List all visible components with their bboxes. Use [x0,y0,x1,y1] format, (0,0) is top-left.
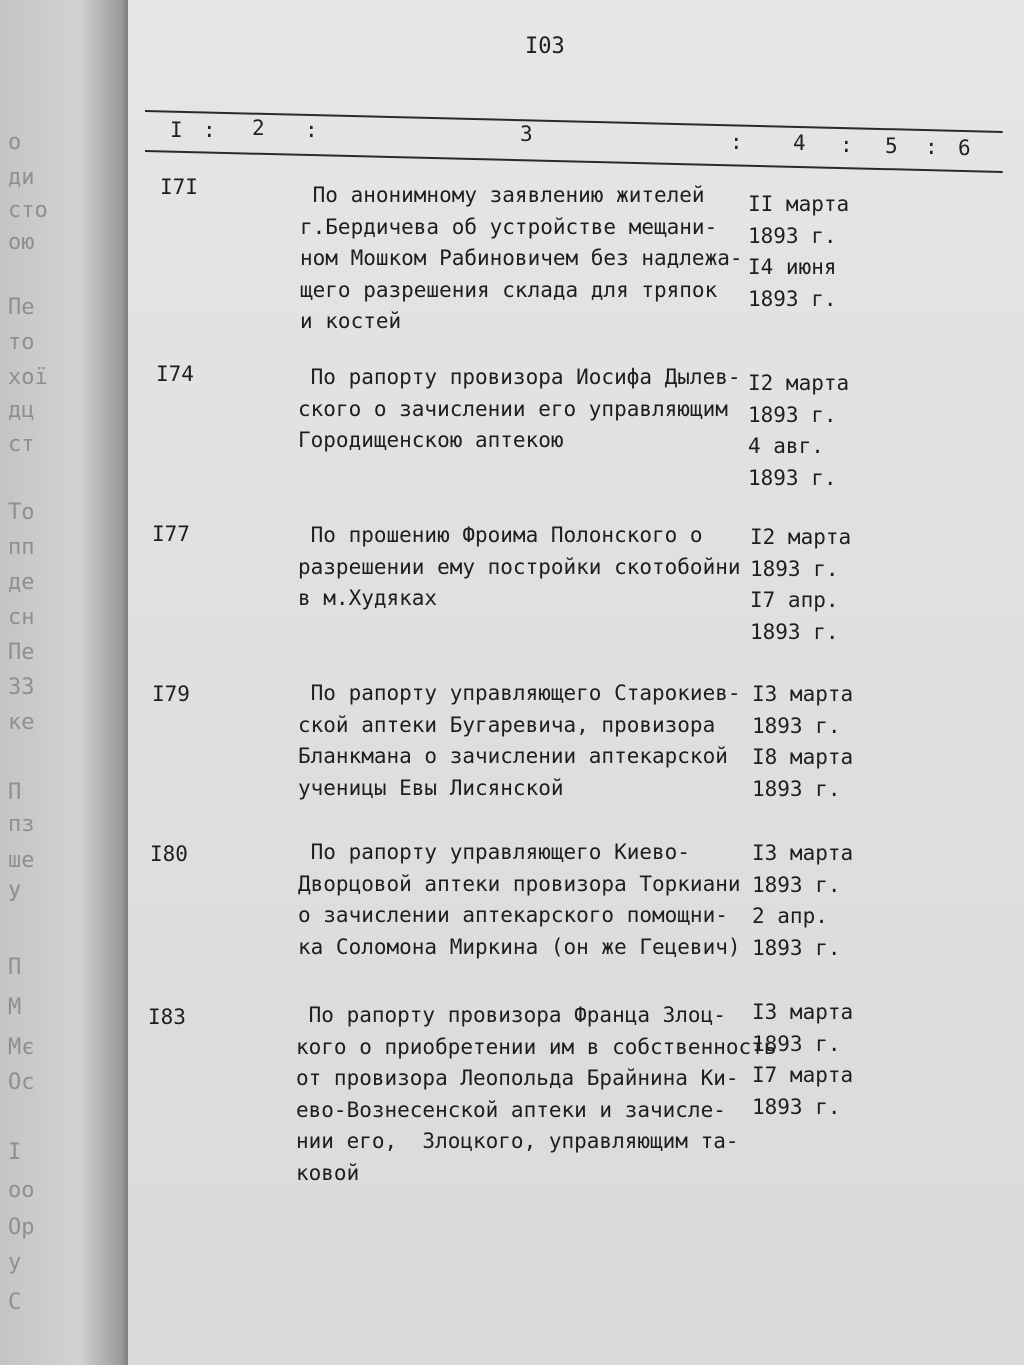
ghost-text: С [8,1290,22,1315]
entry-number: I77 [152,522,190,546]
ghost-text: пз [8,812,35,837]
ghost-text: сто [8,198,48,223]
ghost-text: ЗЗ [8,675,35,700]
ghost-text: П [8,955,22,980]
entry-number: I7I [160,175,198,199]
ghost-text: Пе [8,640,35,665]
entry-number: I79 [152,682,190,706]
entry-date: I2 марта 1893 г. I7 апр. 1893 г. [750,525,852,644]
left-page-edge [0,0,132,1365]
entry-text: По рапорту провизора Франца Злоц- кого о приобретении им в собственность от провизора Леопольда Брайнина Ки- ево-Вознесенской аптеки и зачисле- нии его, Злоцкого, управляющим та- ковой [296,1003,777,1185]
entry-text: По рапорту управляющего Старокиев- ской аптеки Бугаревича, провизора Бланкмана о зачислении аптекарской ученицы Евы Лисянской [298,681,741,800]
entry-text: По прошению Фроима Полонского о разрешении ему постройки скотобойни в м.Худяках [298,523,741,610]
entry-number: I83 [148,1005,186,1029]
header-col-6: 6 [958,136,971,160]
ghost-text: ст [8,432,35,457]
header-col-3: 3 [520,122,533,146]
ghost-text: То [8,500,35,525]
entry-number: I80 [150,842,188,866]
ghost-text: хої [8,365,48,390]
ghost-text: оо [8,1178,35,1203]
entry-number: I74 [156,362,194,386]
header-col-1: I [170,118,183,142]
entry-date: I3 марта 1893 г. 2 апр. 1893 г. [752,841,854,960]
entry-date: I2 марта 1893 г. 4 авг. 1893 г. [748,371,850,490]
ghost-text: у [8,1250,22,1275]
ghost-text: Ор [8,1215,35,1240]
ghost-text: дц [8,398,35,423]
ghost-text: ке [8,710,35,735]
header-separator: : [730,130,743,154]
entry-date: I3 марта 1893 г. I7 марта 1893 г. [752,1000,854,1119]
entry-date: I3 марта 1893 г. I8 марта 1893 г. [752,682,854,801]
ghost-text: Мє [8,1035,35,1060]
entry-text: По рапорту провизора Иосифа Дылев- ского о зачислении его управляющим Городищенскою аптекою [298,365,741,452]
ghost-text: де [8,570,35,595]
header-col-5: 5 [885,134,898,158]
ghost-text: М [8,995,22,1020]
ghost-text: ше [8,848,35,873]
ghost-text: сн [8,605,35,630]
header-col-2: 2 [252,116,265,140]
ghost-text: У [8,882,22,907]
ghost-text: ою [8,230,35,255]
page-number: I03 [525,34,565,59]
header-separator: : [203,118,216,142]
ghost-text: Ос [8,1070,35,1095]
entry-text: По рапорту управляющего Киево- Дворцовой аптеки провизора Торкиани о зачислении аптекарского помощни- ка Соломона Миркина (он же Гецевич) [298,840,741,959]
ghost-text: пп [8,535,35,560]
entry-text: По анонимному заявлению жителей г.Бердичева об устройстве мещани- ном Мошком Рабиновичем без надлежа- щего разрешения склада для тряпок и костей [300,183,743,333]
header-separator: : [925,135,938,159]
ghost-text: ди [8,165,35,190]
ghost-text: то [8,330,35,355]
ghost-text: о [8,130,22,155]
ghost-text: Пе [8,295,35,320]
header-separator: : [305,118,318,142]
entry-date: II марта 1893 г. I4 июня 1893 г. [748,192,850,311]
header-separator: : [840,133,853,157]
header-col-4: 4 [793,131,806,155]
ghost-text: П [8,780,22,805]
ghost-text: І [8,1140,22,1165]
